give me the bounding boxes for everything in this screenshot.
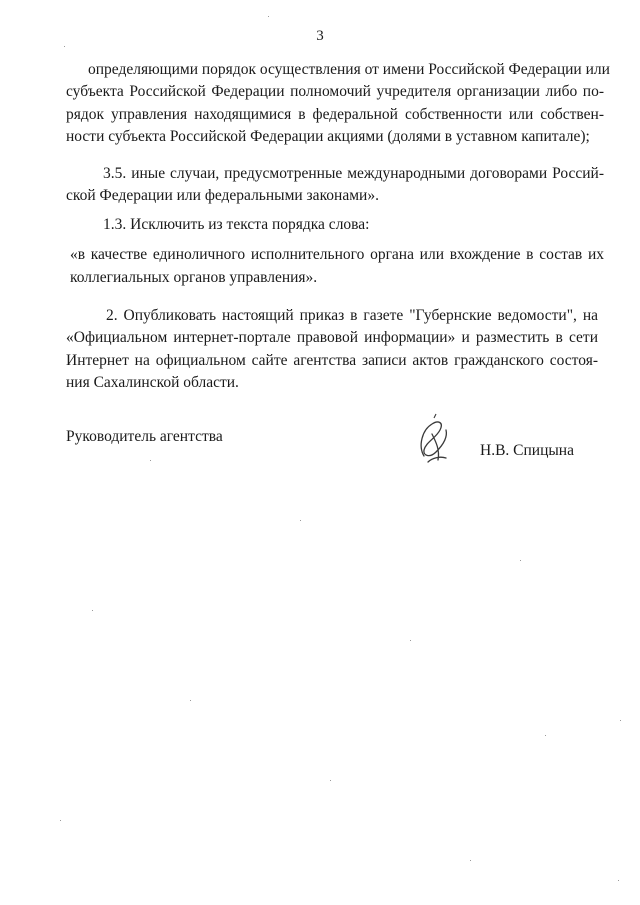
text-line: «Официальном интернет-портале правовой информации» и разместить в сети <box>66 329 598 346</box>
page-number: 3 <box>316 28 324 44</box>
text-line: ской Федерации или федеральными законами». <box>66 187 379 204</box>
paragraph-1-3 <box>103 214 604 237</box>
paragraph-continuation <box>88 59 610 82</box>
signatory-title: Руководитель агентства <box>66 428 223 445</box>
paragraph-2-rest <box>66 327 598 395</box>
text-line: коллегиальных органов управления». <box>70 268 318 286</box>
text-line: «в качестве единоличного исполнительного органа или вхождение в состав их <box>70 246 604 263</box>
paragraph-3-5 <box>103 163 604 186</box>
paragraph-1-3-quote <box>70 244 604 289</box>
text-line: субъекта Российской Федерации полномочий учредителя организации либо по- <box>66 83 604 100</box>
text-line: 2. Опубликовать настоящий приказ в газете "Губернские ведомости", на <box>106 307 598 324</box>
text-line: ния Сахалинской области. <box>66 374 239 391</box>
text-line: ности субъекта Российской Федерации акциями (долями в уставном капитале); <box>66 128 590 145</box>
paragraph-2 <box>106 305 598 328</box>
text-line: 1.3. Исключить из текста порядка слова: <box>103 216 370 233</box>
text-line: Интернет на официальном сайте агентства записи актов гражданского состоя- <box>66 351 598 369</box>
paragraph-continuation-rest <box>66 81 604 149</box>
text-line: определяющими порядок осуществления от имени Российской Федерации или <box>88 61 610 78</box>
text-line: рядок управления находящимися в федеральной собственности или собствен- <box>66 105 604 123</box>
signatory-name: Н.В. Спицына <box>480 442 574 459</box>
text-line: 3.5. иные случаи, предусмотренные международными договорами Россий- <box>103 165 604 182</box>
handwritten-signature <box>410 412 458 468</box>
paragraph-3-5-rest <box>66 185 604 208</box>
